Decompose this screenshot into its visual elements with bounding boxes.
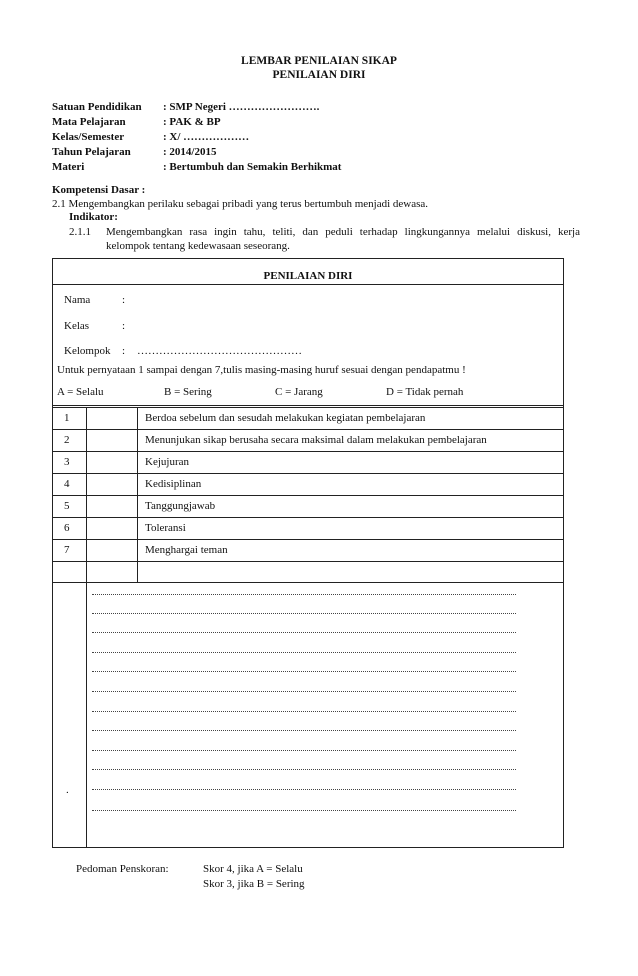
answer-line bbox=[92, 711, 516, 712]
row-number: 6 bbox=[64, 522, 70, 534]
indikator-heading: Indikator: bbox=[69, 211, 118, 223]
document-title: LEMBAR PENILAIAN SIKAP bbox=[241, 55, 397, 67]
row-statement: Menghargai teman bbox=[145, 544, 228, 556]
row-divider bbox=[52, 517, 564, 518]
meta-label-tahun: Tahun Pelajaran bbox=[52, 146, 131, 158]
instruction-text: Untuk pernyataan 1 sampai dengan 7,tulis masing-masing huruf sesuai dengan pendapatmu ! bbox=[57, 364, 466, 376]
row-number: 2 bbox=[64, 434, 70, 446]
col-divider bbox=[137, 407, 138, 582]
document-subtitle: PENILAIAN DIRI bbox=[272, 69, 366, 81]
kompetensi-heading: Kompetensi Dasar : bbox=[52, 184, 146, 196]
form-title-divider bbox=[52, 284, 564, 285]
row-statement: Toleransi bbox=[145, 522, 186, 534]
meta-label-kelas: Kelas/Semester bbox=[52, 131, 125, 143]
scale-d: D = Tidak pernah bbox=[386, 386, 464, 398]
meta-label-mapel: Mata Pelajaran bbox=[52, 116, 126, 128]
table-top-border-double bbox=[52, 407, 564, 408]
answer-line bbox=[92, 810, 516, 811]
essay-col-divider bbox=[86, 582, 87, 848]
skor-line-2: Skor 3, jika B = Sering bbox=[203, 878, 305, 890]
row-number: 5 bbox=[64, 500, 70, 512]
nama-label: Nama bbox=[64, 294, 91, 306]
meta-label-satuan: Satuan Pendidikan bbox=[52, 101, 142, 113]
answer-line bbox=[92, 789, 516, 790]
answer-line bbox=[92, 769, 516, 770]
answer-line bbox=[92, 613, 516, 614]
row-divider bbox=[52, 582, 564, 583]
kompetensi-dasar: 2.1 Mengembangkan perilaku sebagai pribadi yang terus bertumbuh menjadi dewasa. bbox=[52, 198, 429, 210]
row-divider bbox=[52, 495, 564, 496]
meta-value-mapel: : PAK & BP bbox=[163, 116, 221, 128]
row-statement: Kejujuran bbox=[145, 456, 189, 468]
row-divider bbox=[52, 451, 564, 452]
answer-line bbox=[92, 750, 516, 751]
skor-line-1: Skor 4, jika A = Selalu bbox=[203, 863, 303, 875]
answer-line bbox=[92, 594, 516, 595]
meta-value-tahun: : 2014/2015 bbox=[163, 146, 217, 158]
row-statement: Berdoa sebelum dan sesudah melakukan kegiatan pembelajaran bbox=[145, 412, 426, 424]
col-divider bbox=[86, 407, 87, 582]
table-top-border bbox=[52, 405, 564, 406]
row-number: 1 bbox=[64, 412, 70, 424]
kelompok-label: Kelompok bbox=[64, 345, 111, 357]
kelas-label: Kelas bbox=[64, 320, 90, 332]
answer-line bbox=[92, 632, 516, 633]
row-number: 7 bbox=[64, 544, 70, 556]
row-number: 3 bbox=[64, 456, 70, 468]
kelompok-value: ……………………………………… bbox=[137, 345, 302, 357]
row-statement: Menunjukan sikap berusaha secara maksimal dalam melakukan pembelajaran bbox=[145, 434, 487, 446]
answer-line bbox=[92, 691, 516, 692]
row-divider bbox=[52, 473, 564, 474]
essay-marker: . bbox=[66, 784, 69, 796]
indikator-line-2: kelompok tentang kedewasaan seseorang. bbox=[106, 240, 290, 252]
row-statement: Tanggungjawab bbox=[145, 500, 216, 512]
meta-value-satuan: : SMP Negeri ……………………. bbox=[163, 101, 320, 113]
answer-line bbox=[92, 671, 516, 672]
answer-line bbox=[92, 730, 516, 731]
meta-value-materi: : Bertumbuh dan Semakin Berhikmat bbox=[163, 161, 342, 173]
meta-label-materi: Materi bbox=[52, 161, 85, 173]
answer-line bbox=[92, 652, 516, 653]
nama-colon: : bbox=[122, 294, 126, 306]
penilaian-diri-form bbox=[52, 258, 564, 848]
row-statement: Kedisiplinan bbox=[145, 478, 202, 490]
row-divider bbox=[52, 561, 564, 562]
row-divider bbox=[52, 539, 564, 540]
scale-a: A = Selalu bbox=[57, 386, 104, 398]
row-number: 4 bbox=[64, 478, 70, 490]
indikator-line-1: Mengembangkan rasa ingin tahu, teliti, dan peduli terhadap lingkungannya melalui diskusi, kerja bbox=[106, 226, 580, 238]
scale-c: C = Jarang bbox=[275, 386, 323, 398]
meta-value-kelas: : X/ ……………… bbox=[163, 131, 250, 143]
row-divider bbox=[52, 429, 564, 430]
kelas-colon: : bbox=[122, 320, 126, 332]
scale-b: B = Sering bbox=[164, 386, 212, 398]
kelompok-colon: : bbox=[122, 345, 126, 357]
form-title: PENILAIAN DIRI bbox=[263, 270, 353, 282]
indikator-number: 2.1.1 bbox=[69, 226, 91, 238]
pedoman-label: Pedoman Penskoran: bbox=[76, 863, 169, 875]
